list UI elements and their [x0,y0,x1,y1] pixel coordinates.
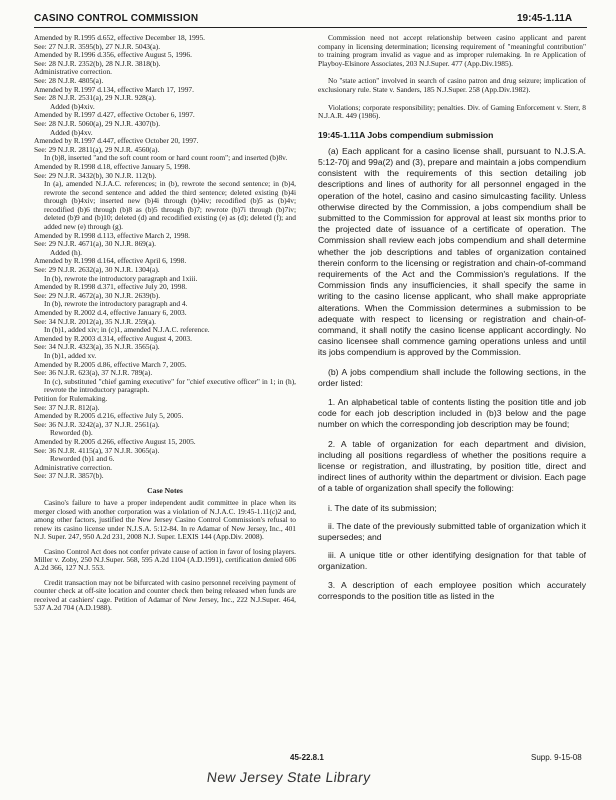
history-entry: Amended by R.1997 d.447, effective October 20, 1997. [34,137,199,146]
case-note-paragraph: Violations; corporate responsibility; penalties. Div. of Gaming Enforcement v. Sterr, 8 N.J.A.R. 449 (1986). [318,102,586,121]
running-header-section: 19:45-1.11A [517,13,573,24]
history-entry: Amended by R.1997 d.427, effective October 6, 1997. [34,111,195,120]
history-entry: Amended by R.1996 d.356, effective August 5, 1996. [34,51,192,60]
history-entry: See: 29 N.J.R. 2811(a), 29 N.J.R. 4560(a). [34,145,160,154]
history-entry: See: 37 N.J.R. 3857(b). [34,472,104,481]
history-entry: In (b)1, added xiv; in (c)1, amended N.J.A.C. reference. [44,326,210,335]
history-entry: See: 36 N.J.R. 4115(a), 37 N.J.R. 3065(a). [34,446,160,455]
history-entry: Amended by R.1998 d.164, effective April 6, 1998. [34,257,187,266]
history-entry: Amended by R.2002 d.4, effective January 6, 2003. [34,309,187,317]
history-entry: Amended by R.1998 d.113, effective March 2, 1998. [34,231,190,240]
paragraph-3: 3. A description of each employee position which accurately corresponds to the position title as listed in the [318,579,586,601]
subsection-a: (a) Each applicant for a casino license shall, pursuant to N.J.S.A. 5:12-70j and 99a(2) and (3), prepare and maintain a jobs compendium consistent with the requirements of this section detailing job descriptions and lines of authority for all personnel engaged in the operation of the hotel, casino and casino simulcasting facility. Unless otherwise directed by the Commission, a jobs compendium shall be submitted to the Commission for approval at least six months prior to the projected date of issuance of a certificate of operation. The Commission shall review each jobs compendium and shall determine whether the job descriptions and tables of organization contained therein conform to the licensing or registration and chain-of-command requirements of the Act and the Commission's regulations. If the Commission finds any insufficiencies, it shall specify the same in writing to the casino license applicant, who shall make appropriate alterations. When the Commission determines a submission to be adequate with respect to licensing or registration and chain-of-command, it shall notify the casino license applicant accordingly. No casino licensee shall commence gaming operations unless and until its jobs compendium is approved by the Commission. [318,145,586,358]
history-entry: See: 36 N.J.R. 3242(a), 37 N.J.R. 2561(a). [34,420,160,429]
case-notes-heading: Case Notes [147,485,183,495]
paragraph-2: 2. A table of organization for each department and division, including all positions regardless of whether the positions require a license or registration, and illustrating, by position title, direct and indirect lines of authority within the department or division. Each page of a table of organization shall specify the following: [318,438,586,494]
history-entry: See: 29 N.J.R. 2632(a), 30 N.J.R. 1304(a). [34,266,160,275]
left-column [34,34,296,618]
history-entry: See: 28 N.J.R. 5060(a), 29 N.J.R. 4307(b). [34,119,161,128]
history-entry: Amended by R.2005 d.216, effective July 5, 2005. [34,412,184,421]
history-entry: In (c), substituted "chief gaming executive" for "chief executive officer" in 1; in (h), rewrote the introductory paragraph. [44,377,296,395]
history-entry: See: 29 N.J.R. 4672(a), 30 N.J.R. 2639(b). [34,291,161,300]
history-entry: In (b), rewrote the introductory paragraph and 1xiii. [44,274,198,283]
history-entry: See: 34 N.J.R. 4323(a), 35 N.J.R. 3565(a). [34,343,160,352]
history-entry: Administrative correction. [34,68,112,77]
history-entry: See: 27 N.J.R. 3595(b), 27 N.J.R. 5043(a). [34,42,161,51]
history-entry: See: 28 N.J.R. 4805(a). [34,76,104,85]
page-number: 45-22.8.1 [290,753,324,762]
history-entry: Amended by R.1998 d.371, effective July 20, 1998. [34,283,187,292]
history-entry: In (b)1, added xv. [44,351,97,360]
right-column [318,34,586,610]
history-entry: Added (b)4xiv. [50,102,95,111]
case-note-paragraph: Commission need not accept relationship between casino applicant and parent company in licensing determination; licensing requirement of "meaningful contribution" to training program invalid as vague and as improper rulemaking. In re Application of Playboy-Elsinore Associates, 203 N.J.Super. 477 (App.Div.1985). [318,33,586,68]
history-entry: Amended by R.1997 d.134, effective March 17, 1997. [34,85,194,94]
history-entry: Petition for Rulemaking. [34,394,108,403]
subparagraph-i: i. The date of its submission; [328,502,437,513]
history-entry: See: 28 N.J.R. 2531(a), 29 N.J.R. 928(a). [34,94,156,103]
history-entry: Administrative correction. [34,463,112,472]
history-entry: Amended by R.2005 d.86, effective March 7, 2005. [34,360,187,369]
history-notes [34,34,296,481]
case-note-paragraph: No "state action" involved in search of casino patron and drug seizure; implication of exclusionary rule. State v. Sanders, 185 N.J.Super. 258 (App.Div.1982). [318,76,586,94]
history-entry: Amended by R.1998 d.18, effective January 5, 1998. [34,162,191,171]
library-stamp: New Jersey State Library [205,769,372,785]
history-entry: Amended by R.2005 d.266, effective August 15, 2005. [34,437,196,446]
subparagraph-ii: ii. The date of the previously submitted table of organization which it supersedes; and [318,520,586,543]
history-entry: Amended by R.2003 d.314, effective August 4, 2003. [34,334,192,343]
running-header-title: CASINO CONTROL COMMISSION [34,13,199,24]
paragraph-1: 1. An alphabetical table of contents listing the position title and job code for each job description included in (b)3 below and the page number on which the corresponding job description may be found; [318,397,586,430]
history-entry: See: 28 N.J.R. 2352(b), 28 N.J.R. 3818(b). [34,59,161,68]
case-note-paragraph: Credit transaction may not be bifurcated with casino personnel receiving payment of counter check at off-site location and counter check then being released when funds are received at cashiers' cage. Petition of Adamar of New Jersey, Inc., 222 N.J.Super. 464, 537 A.2d 704 (A.D.1988). [34,577,296,612]
history-entry: Added (h). [50,248,83,257]
history-entry: See: 37 N.J.R. 812(a). [34,403,100,412]
header-rule [34,27,587,28]
history-entry: Amended by R.1995 d.652, effective December 18, 1995. [34,34,206,42]
supplement-date: Supp. 9-15-08 [531,753,582,762]
history-entry: See: 29 N.J.R. 3432(b), 30 N.J.R. 112(b). [34,171,157,180]
history-entry: See: 29 N.J.R. 4671(a), 30 N.J.R. 869(a). [34,240,156,249]
history-entry: Reworded (b). [50,429,93,438]
history-entry: In (a), amended N.J.A.C. references; in (b), rewrote the second sentence; in (b)4, rewrote the second sentence and added the third sentence; deleted existing (b)4i through (b)4xiv; inserted new (b)4i through (b)4iv; recodified (b)5 as (b)4v; recodified (b)6 through (b)8 as (b)5 through (b)7; rewrote (b)7i through (b)7iv; deleted (b)9 and (b)10; deleted (d) and recodified existing (e) as (d); deleted (f); and added new (e) through (g). [44,180,296,232]
history-entry: See: 36 N.J.R. 623(a), 37 N.J.R. 789(a). [34,369,153,378]
history-entry: In (b)8, inserted "and the soft count room or hard count room"; and inserted (b)8v. [44,154,288,163]
section-title: 19:45-1.11A Jobs compendium submission [318,129,494,140]
subsection-b: (b) A jobs compendium shall include the following sections, in the order listed: [318,366,586,388]
case-note-paragraph: Casino's failure to have a proper independent audit committee in place when its merger closed with another corporation was a violation of N.J.A.C. 19:45-1.11(c)2 and, among other factors, justified the New Jersey Casino Control Commission's refusal to renew its casino license under N.J.S.A. 5:12-84. In re Adamar of New Jersey, Inc., 401 N.J. Super. 247, 950 A.2d 231, 2008 N.J. Super. LEXIS 144 (App.Div. 2008). [34,498,296,542]
history-entry: See: 34 N.J.R. 2012(a), 35 N.J.R. 259(a). [34,317,156,326]
subparagraph-iii: iii. A unique title or other identifying designation for that table of organization. [318,550,586,572]
case-note-paragraph: Casino Control Act does not confer private cause of action in favor of losing players. Miller v. Zoby, 250 N.J.Super. 568, 595 A.2d 1104 (A.D.1991), certification denied 606 A.2d 366, 127 N.J. 553. [34,546,296,573]
history-entry: Reworded (b)1 and 6. [50,455,115,464]
history-entry: In (b), rewrote the introductory paragraph and 4. [44,300,188,309]
history-entry: Added (b)4xv. [50,128,93,137]
